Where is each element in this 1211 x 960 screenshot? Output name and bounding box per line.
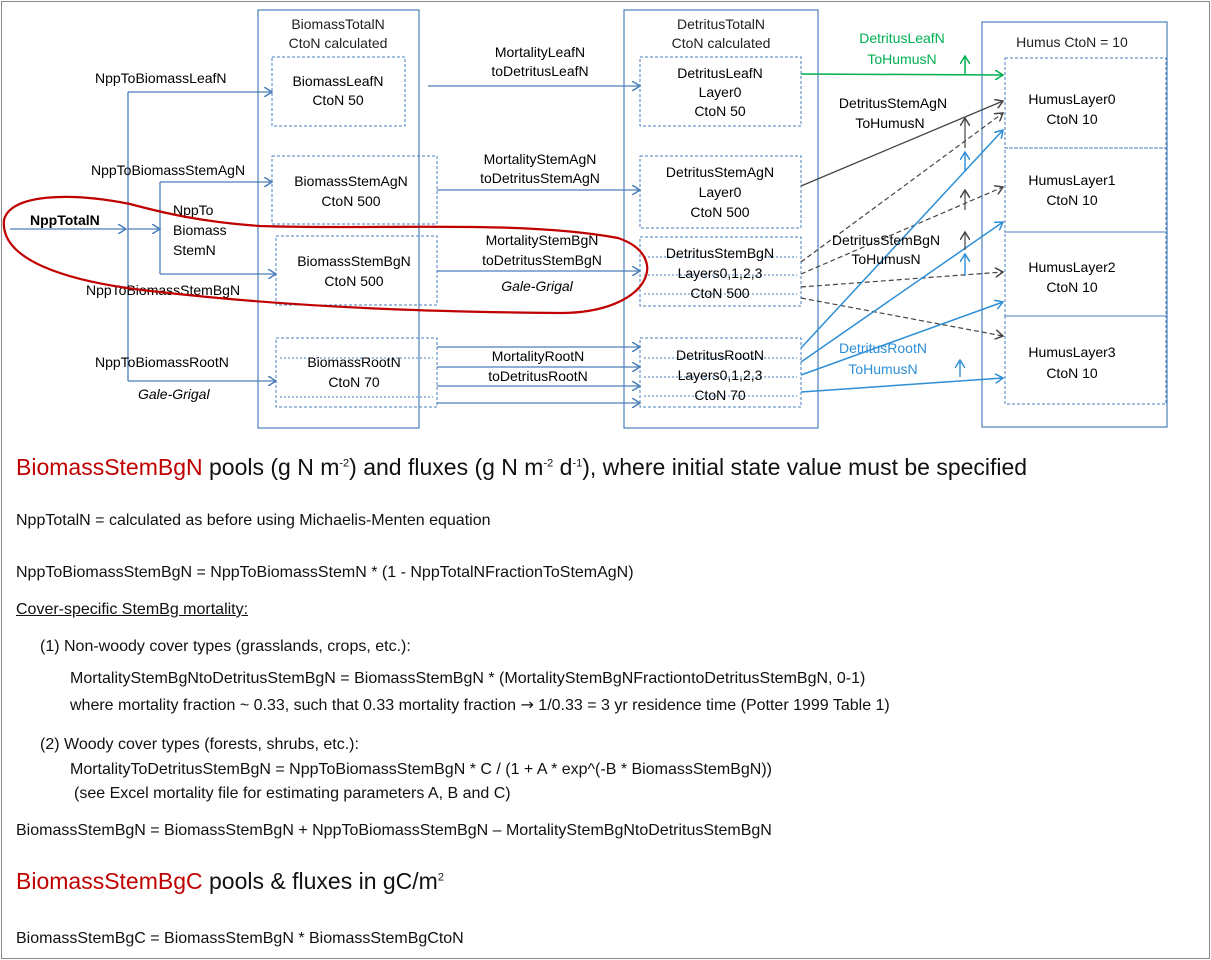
gale-grigal-label-npp: Gale-Grigal	[138, 386, 210, 402]
det-stembg-humus-label-1: DetritusStemBgN	[831, 232, 941, 248]
humus-layer2-cton: CtoN 10	[1046, 279, 1098, 295]
detritus-stembg-name: DetritusStemBgN	[665, 245, 775, 261]
heading-part: ) and fluxes (g N m	[349, 454, 544, 480]
humus-layer2-name: HumusLayer2	[1028, 259, 1116, 275]
detritus-root-name: DetritusRootN	[676, 347, 764, 363]
detritus-container-subtitle: CtoN calculated	[671, 35, 771, 51]
carbon-heading-name: BiomassStemBgC	[16, 868, 203, 894]
biomass-stemag-name: BiomassStemAgN	[294, 173, 408, 189]
npp-stemag-label: NppToBiomassStemAgN	[91, 162, 246, 178]
case2-equation: MortalityToDetritusStemBgN = NppToBiomassStemBgN * C / (1 + A * exp^(-B * BiomassStemBgN))	[70, 761, 772, 778]
update-line: BiomassStemBgN = BiomassStemBgN + NppToBiomassStemBgN – MortalityStemBgNtoDetritusStemBgN	[16, 822, 772, 839]
cover-specific-heading: Cover-specific StemBg mortality:	[16, 601, 249, 618]
det-stemag-humus-label-1: DetritusStemAgN	[838, 95, 948, 111]
biomass-stembg-pool	[276, 236, 437, 305]
heading-sup: 2	[437, 871, 444, 884]
heading-part: d	[553, 454, 573, 480]
case1-note-a: where mortality fraction ~ 0.33, such that 0.33 mortality fraction	[70, 697, 516, 714]
case1-note	[70, 694, 890, 717]
humus-layer1-name: HumusLayer1	[1028, 172, 1116, 188]
npp-root-label: NppToBiomassRootN	[95, 354, 229, 370]
npp-leaf-label: NppToBiomassLeafN	[95, 70, 227, 86]
case2-title: (2) Woody cover types (forests, shrubs, etc.):	[40, 736, 359, 753]
case1-equation: MortalityStemBgNtoDetritusStemBgN = BiomassStemBgN * (MortalityStemBgNFractiontoDetritusStemBgN, 0-1)	[70, 670, 866, 687]
detritus-leaf-layer: Layer0	[698, 84, 742, 100]
biomass-stemag-pool	[272, 156, 437, 224]
npp-total-label: NppTotalN	[30, 212, 100, 228]
humus-layer3-name: HumusLayer3	[1028, 344, 1116, 360]
carbon-heading	[16, 866, 444, 896]
det-stembg-dash-3	[801, 272, 1003, 287]
biomass-container-title: BiomassTotalN	[291, 16, 385, 32]
humus-layer0-name: HumusLayer0	[1028, 91, 1116, 107]
detritus-stemag-layer: Layer0	[698, 184, 742, 200]
heading-sup: -2	[543, 457, 554, 470]
det-leaf-to-humus-arrow	[801, 74, 1003, 75]
stembg-heading-name: BiomassStemBgN	[16, 454, 203, 480]
npp-to-stem-label-1: NppTo	[173, 202, 214, 218]
mort-root-label-2: toDetritusRootN	[488, 368, 588, 384]
detritus-stemag-name: DetritusStemAgN	[665, 164, 775, 180]
detritus-stemag-cton: CtoN 500	[690, 204, 750, 220]
det-root-humus-label-2: ToHumusN	[848, 361, 918, 377]
case1-note-b: 1/0.33 = 3 yr residence time (Potter 1999 Table 1)	[538, 697, 890, 714]
heading-part: pools (g N m	[202, 454, 340, 480]
mort-leaf-label-2: toDetritusLeafN	[491, 63, 589, 79]
mort-stemag-label-2: toDetritusStemAgN	[480, 170, 600, 186]
detritus-root-cton: CtoN 70	[694, 387, 746, 403]
biomass-container-subtitle: CtoN calculated	[288, 35, 388, 51]
npptotal-line: NppTotalN = calculated as before using Michaelis-Menten equation	[16, 512, 491, 529]
biomass-leaf-cton: CtoN 50	[312, 92, 364, 108]
det-stembg-dash-4	[801, 298, 1003, 336]
biomass-stemag-cton: CtoN 500	[321, 193, 381, 209]
det-root-to-humus3-arrow	[801, 378, 1003, 392]
detritus-stembg-cton: CtoN 500	[690, 285, 750, 301]
det-stemag-humus-label-2: ToHumusN	[855, 115, 925, 131]
case2-note: (see Excel mortality file for estimating parameters A, B and C)	[74, 785, 511, 802]
det-leaf-humus-label-1: DetritusLeafN	[859, 30, 945, 46]
humus-container-title: Humus CtoN = 10	[1016, 34, 1128, 50]
biomass-leaf-name: BiomassLeafN	[292, 73, 384, 89]
npp-to-stem-label-2: Biomass	[173, 222, 227, 238]
mort-stembg-label-1: MortalityStemBgN	[485, 232, 599, 248]
humus-layer3-pool	[1005, 316, 1166, 404]
carbon-line: BiomassStemBgC = BiomassStemBgN * BiomassStemBgCtoN	[16, 930, 464, 947]
nitrogen-flow-diagram	[0, 0, 1211, 440]
heading-sup: -1	[572, 457, 583, 470]
biomass-root-name: BiomassRootN	[307, 354, 401, 370]
biomass-root-cton: CtoN 70	[328, 374, 380, 390]
detritus-leaf-name: DetritusLeafN	[677, 65, 763, 81]
humus-layer0-cton: CtoN 10	[1046, 111, 1098, 127]
mort-stemag-label-1: MortalityStemAgN	[483, 151, 597, 167]
right-arrow-icon: →	[520, 695, 534, 714]
case1-title: (1) Non-woody cover types (grasslands, crops, etc.):	[40, 638, 411, 655]
npp-stembg-label: NppToBiomassStemBgN	[86, 282, 241, 298]
biomass-stembg-cton: CtoN 500	[324, 273, 384, 289]
detritus-stembg-layers: Layers0,1,2,3	[677, 265, 763, 281]
heading-part: ), where initial state value must be specified	[582, 454, 1028, 480]
npp-to-stem-label-3: StemN	[173, 242, 216, 258]
biomass-stembg-name: BiomassStemBgN	[297, 253, 411, 269]
stembg-heading	[16, 452, 1027, 482]
humus-layer3-cton: CtoN 10	[1046, 365, 1098, 381]
gale-grigal-label-mort: Gale-Grigal	[501, 278, 573, 294]
humus-layer1-cton: CtoN 10	[1046, 192, 1098, 208]
mort-stembg-label-2: toDetritusStemBgN	[482, 252, 602, 268]
det-leaf-humus-label-2: ToHumusN	[867, 51, 937, 67]
mort-leaf-label-1: MortalityLeafN	[494, 44, 586, 60]
npptostembg-line: NppToBiomassStemBgN = NppToBiomassStemN * (1 - NppTotalNFractionToStemAgN)	[16, 564, 634, 581]
heading-sup: -2	[339, 457, 350, 470]
detritus-leaf-cton: CtoN 50	[694, 103, 746, 119]
det-stembg-humus-label-2: ToHumusN	[851, 251, 921, 267]
det-stemag-to-humus-arrow	[801, 101, 1003, 186]
mort-root-label-1: MortalityRootN	[491, 348, 585, 364]
humus-layer1-pool	[1005, 148, 1166, 232]
heading-part: pools & fluxes in gC/m	[202, 868, 438, 894]
det-root-humus-label-1: DetritusRootN	[839, 340, 927, 356]
detritus-root-layers: Layers0,1,2,3	[677, 367, 763, 383]
detritus-container-title: DetritusTotalN	[677, 16, 765, 32]
